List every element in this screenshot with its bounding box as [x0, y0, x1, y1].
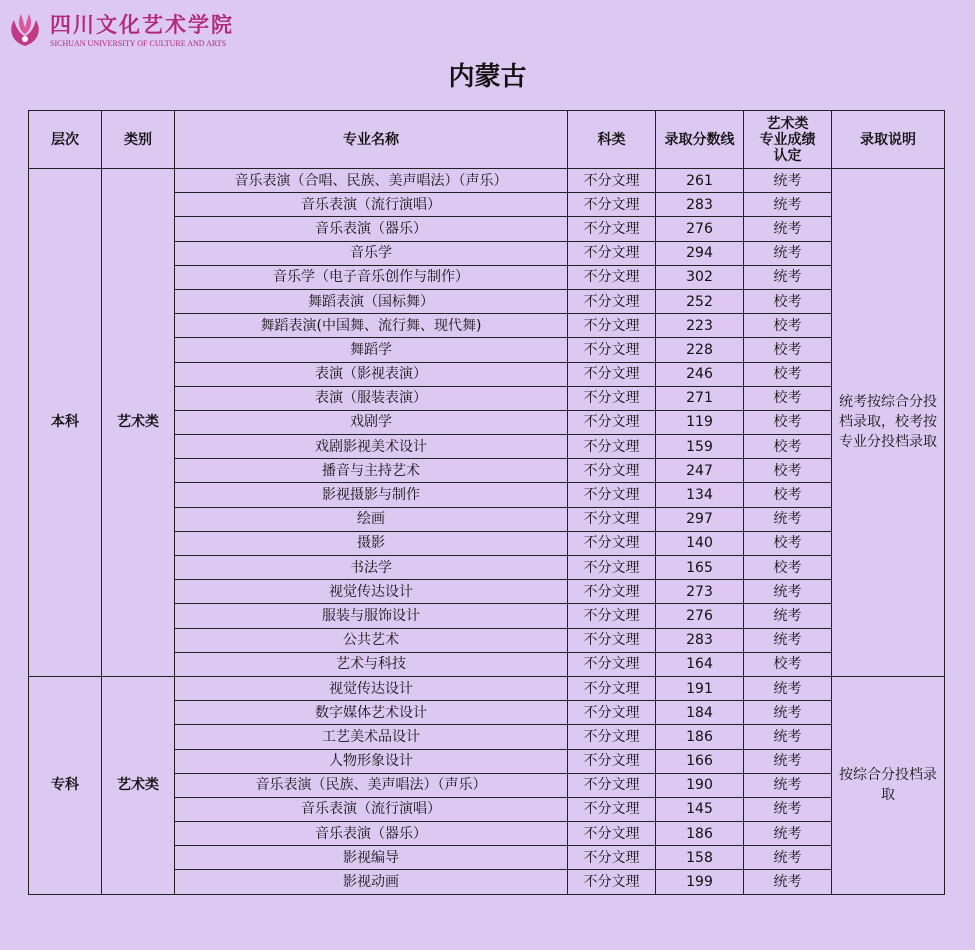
major-cell: 音乐表演（民族、美声唱法）（声乐） — [175, 773, 568, 797]
score-cell: 191 — [656, 676, 744, 700]
score-cell: 294 — [656, 241, 744, 265]
exam-type-cell: 统考 — [744, 870, 832, 894]
exam-type-cell: 校考 — [744, 386, 832, 410]
university-logo — [4, 6, 244, 54]
subject-cell: 不分文理 — [568, 314, 656, 338]
major-cell: 视觉传达设计 — [175, 676, 568, 700]
score-cell: 186 — [656, 822, 744, 846]
subject-cell: 不分文理 — [568, 265, 656, 289]
exam-type-cell: 校考 — [744, 289, 832, 313]
exam-type-cell: 校考 — [744, 338, 832, 362]
score-cell: 228 — [656, 338, 744, 362]
header-row — [29, 111, 945, 169]
subject-cell: 不分文理 — [568, 435, 656, 459]
major-cell: 音乐表演（器乐） — [175, 822, 568, 846]
subject-cell: 不分文理 — [568, 531, 656, 555]
subject-cell: 不分文理 — [568, 822, 656, 846]
score-cell: 283 — [656, 628, 744, 652]
score-cell: 302 — [656, 265, 744, 289]
score-cell: 261 — [656, 169, 744, 193]
major-cell: 书法学 — [175, 556, 568, 580]
score-cell: 165 — [656, 556, 744, 580]
admission-note-cell: 按综合分投档录取 — [832, 676, 945, 894]
level-cell: 专科 — [29, 676, 102, 894]
subject-cell: 不分文理 — [568, 289, 656, 313]
major-cell: 播音与主持艺术 — [175, 459, 568, 483]
exam-type-cell: 统考 — [744, 725, 832, 749]
subject-cell: 不分文理 — [568, 870, 656, 894]
category-cell: 艺术类 — [102, 676, 175, 894]
major-cell: 音乐学 — [175, 241, 568, 265]
subject-cell: 不分文理 — [568, 701, 656, 725]
subject-cell: 不分文理 — [568, 483, 656, 507]
score-cell: 184 — [656, 701, 744, 725]
score-cell: 199 — [656, 870, 744, 894]
subject-cell: 不分文理 — [568, 628, 656, 652]
major-cell: 影视编导 — [175, 846, 568, 870]
major-cell: 音乐学（电子音乐创作与制作） — [175, 265, 568, 289]
subject-cell: 不分文理 — [568, 580, 656, 604]
score-cell: 247 — [656, 459, 744, 483]
header-art-line3: 认定 — [773, 147, 802, 164]
table-row — [29, 169, 945, 193]
subject-cell: 不分文理 — [568, 338, 656, 362]
exam-type-cell: 统考 — [744, 822, 832, 846]
score-cell: 134 — [656, 483, 744, 507]
exam-type-cell: 统考 — [744, 773, 832, 797]
subject-cell: 不分文理 — [568, 797, 656, 821]
major-cell: 音乐表演（器乐） — [175, 217, 568, 241]
exam-type-cell: 校考 — [744, 410, 832, 434]
score-cell: 223 — [656, 314, 744, 338]
score-cell: 190 — [656, 773, 744, 797]
subject-cell: 不分文理 — [568, 217, 656, 241]
major-cell: 戏剧学 — [175, 410, 568, 434]
major-cell: 舞蹈学 — [175, 338, 568, 362]
major-cell: 艺术与科技 — [175, 652, 568, 676]
exam-type-cell: 统考 — [744, 846, 832, 870]
major-cell: 工艺美术品设计 — [175, 725, 568, 749]
major-cell: 音乐表演（流行演唱） — [175, 797, 568, 821]
exam-type-cell: 校考 — [744, 556, 832, 580]
major-cell: 人物形象设计 — [175, 749, 568, 773]
major-cell: 摄影 — [175, 531, 568, 555]
header-art-exam — [744, 111, 832, 169]
exam-type-cell: 校考 — [744, 362, 832, 386]
header-art-line2: 专业成绩 — [759, 131, 816, 148]
score-cell: 276 — [656, 604, 744, 628]
header-score: 录取分数线 — [656, 111, 744, 169]
category-cell: 艺术类 — [102, 169, 175, 677]
table-body — [29, 169, 945, 895]
exam-type-cell: 统考 — [744, 749, 832, 773]
exam-type-cell: 统考 — [744, 797, 832, 821]
major-cell: 舞蹈表演(中国舞、流行舞、现代舞) — [175, 314, 568, 338]
exam-type-cell: 校考 — [744, 483, 832, 507]
major-cell: 视觉传达设计 — [175, 580, 568, 604]
header-note: 录取说明 — [832, 111, 945, 169]
exam-type-cell: 统考 — [744, 604, 832, 628]
exam-type-cell: 统考 — [744, 628, 832, 652]
score-cell: 164 — [656, 652, 744, 676]
score-cell: 166 — [656, 749, 744, 773]
level-cell: 本科 — [29, 169, 102, 677]
major-cell: 数字媒体艺术设计 — [175, 701, 568, 725]
exam-type-cell: 统考 — [744, 217, 832, 241]
subject-cell: 不分文理 — [568, 507, 656, 531]
major-cell: 音乐表演（合唱、民族、美声唱法）（声乐） — [175, 169, 568, 193]
exam-type-cell: 统考 — [744, 241, 832, 265]
major-cell: 舞蹈表演（国标舞） — [175, 289, 568, 313]
header-category: 类别 — [102, 111, 175, 169]
score-cell: 252 — [656, 289, 744, 313]
score-cell: 246 — [656, 362, 744, 386]
exam-type-cell: 统考 — [744, 676, 832, 700]
subject-cell: 不分文理 — [568, 725, 656, 749]
subject-cell: 不分文理 — [568, 846, 656, 870]
logo-name-en: SICHUAN UNIVERSITY OF CULTURE AND ARTS — [50, 39, 227, 48]
subject-cell: 不分文理 — [568, 362, 656, 386]
exam-type-cell: 校考 — [744, 531, 832, 555]
score-cell: 119 — [656, 410, 744, 434]
exam-type-cell: 统考 — [744, 193, 832, 217]
exam-type-cell: 校考 — [744, 314, 832, 338]
subject-cell: 不分文理 — [568, 169, 656, 193]
major-cell: 公共艺术 — [175, 628, 568, 652]
score-cell: 276 — [656, 217, 744, 241]
score-cell: 297 — [656, 507, 744, 531]
exam-type-cell: 统考 — [744, 265, 832, 289]
score-cell: 158 — [656, 846, 744, 870]
exam-type-cell: 校考 — [744, 459, 832, 483]
score-cell: 145 — [656, 797, 744, 821]
logo-name-cn: 四川文化艺术学院 — [50, 12, 234, 37]
header-major: 专业名称 — [175, 111, 568, 169]
table-row — [29, 676, 945, 700]
subject-cell: 不分文理 — [568, 676, 656, 700]
header-art-line1: 艺术类 — [766, 115, 809, 132]
subject-cell: 不分文理 — [568, 193, 656, 217]
admission-note-cell: 统考按综合分投档录取，校考按专业分投档录取 — [832, 169, 945, 677]
exam-type-cell: 统考 — [744, 701, 832, 725]
exam-type-cell: 校考 — [744, 435, 832, 459]
subject-cell: 不分文理 — [568, 459, 656, 483]
score-cell: 159 — [656, 435, 744, 459]
major-cell: 表演（服装表演） — [175, 386, 568, 410]
subject-cell: 不分文理 — [568, 556, 656, 580]
subject-cell: 不分文理 — [568, 241, 656, 265]
exam-type-cell: 统考 — [744, 580, 832, 604]
major-cell: 服装与服饰设计 — [175, 604, 568, 628]
score-cell: 140 — [656, 531, 744, 555]
header-level: 层次 — [29, 111, 102, 169]
exam-type-cell: 校考 — [744, 652, 832, 676]
subject-cell: 不分文理 — [568, 749, 656, 773]
exam-type-cell: 统考 — [744, 507, 832, 531]
page-title: 内蒙古 — [448, 62, 527, 92]
score-cell: 271 — [656, 386, 744, 410]
subject-cell: 不分文理 — [568, 386, 656, 410]
logo-emblem-icon — [4, 8, 46, 50]
major-cell: 影视摄影与制作 — [175, 483, 568, 507]
major-cell: 音乐表演（流行演唱） — [175, 193, 568, 217]
score-cell: 186 — [656, 725, 744, 749]
major-cell: 绘画 — [175, 507, 568, 531]
admission-score-table — [28, 110, 945, 895]
major-cell: 表演（影视表演） — [175, 362, 568, 386]
subject-cell: 不分文理 — [568, 604, 656, 628]
major-cell: 影视动画 — [175, 870, 568, 894]
header-subject: 科类 — [568, 111, 656, 169]
score-cell: 283 — [656, 193, 744, 217]
subject-cell: 不分文理 — [568, 773, 656, 797]
subject-cell: 不分文理 — [568, 410, 656, 434]
subject-cell: 不分文理 — [568, 652, 656, 676]
exam-type-cell: 统考 — [744, 169, 832, 193]
major-cell: 戏剧影视美术设计 — [175, 435, 568, 459]
score-cell: 273 — [656, 580, 744, 604]
